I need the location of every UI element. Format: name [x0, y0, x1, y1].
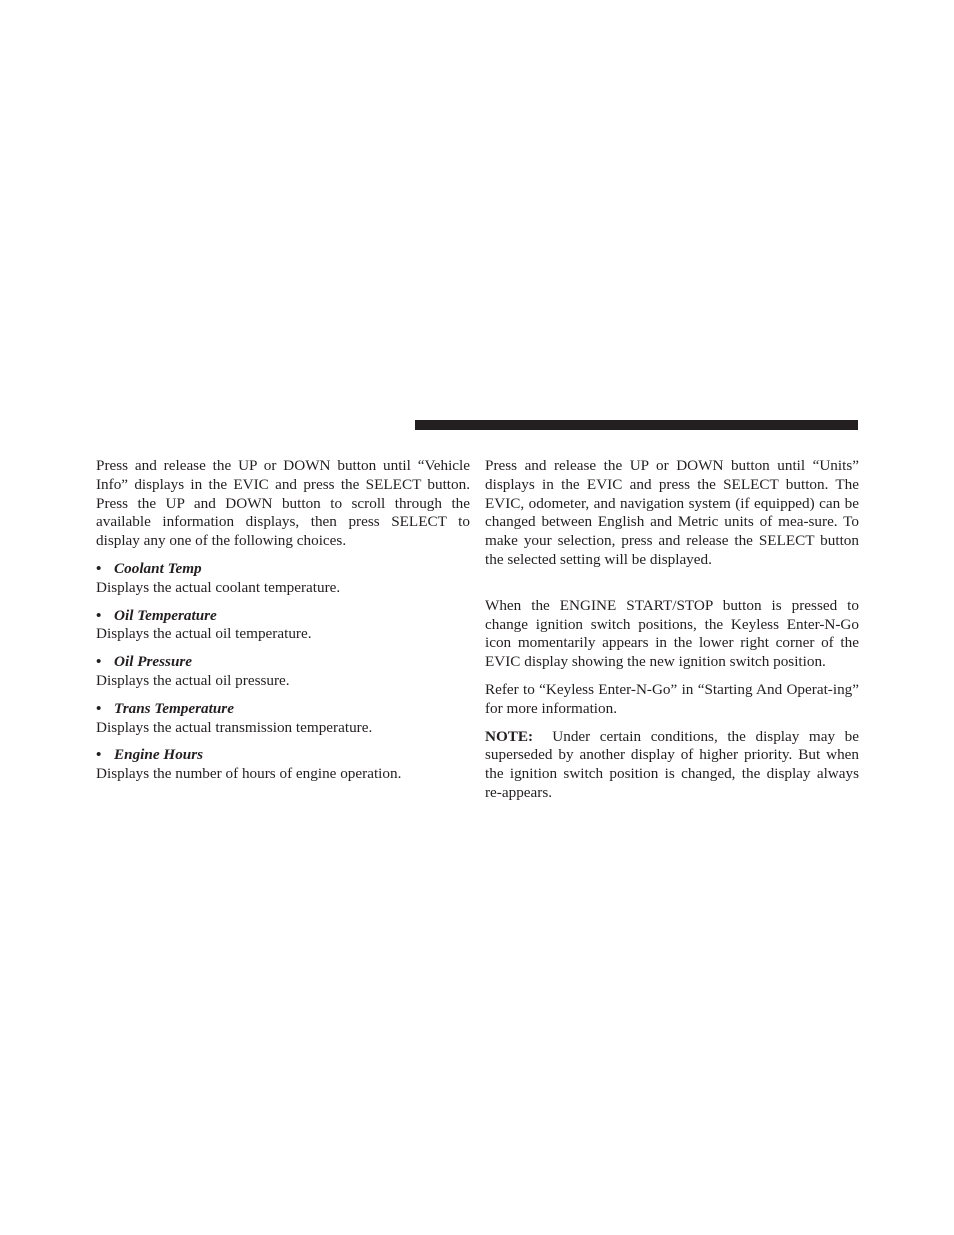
units-paragraph: Press and release the UP or DOWN button until “Units” displays in the EVIC and press the SELECT button. The EVIC, odometer, and navigation system (if equipped) can be changed between English and Metric units of mea-sure. To make your selection, press and release the SELECT button the selected setting will be displayed.	[485, 457, 859, 568]
item-title: Trans Temperature	[114, 699, 234, 717]
refer-paragraph: Refer to “Keyless Enter-N-Go” in “Starting And Operat-ing” for more information.	[485, 680, 859, 717]
item-description: Displays the actual oil temperature.	[96, 625, 312, 643]
item-description: Displays the actual transmission temperature.	[96, 718, 373, 736]
bullet-icon: •	[96, 559, 102, 577]
ignition-paragraph: When the ENGINE START/STOP button is pressed to change ignition switch positions, the Keyless Enter-N-Go icon momentarily appears in the lower right corner of the EVIC display showing the new ignition switch position.	[485, 596, 859, 671]
left-column	[96, 457, 470, 784]
list-item	[96, 746, 470, 784]
note-label: NOTE:	[485, 727, 534, 745]
bullet-icon: •	[96, 746, 102, 764]
list-item	[96, 700, 470, 738]
list-item	[96, 653, 470, 691]
note-paragraph	[485, 728, 859, 803]
section-header-bar	[415, 420, 858, 430]
note-text: Under certain conditions, the display may be superseded by another display of higher priority. But when the ignition switch position is changed, the display always re-appears.	[485, 727, 859, 801]
list-item	[96, 560, 470, 598]
item-title: Oil Pressure	[114, 653, 193, 671]
item-title: Coolant Temp	[114, 559, 202, 577]
bullet-icon: •	[96, 606, 102, 624]
item-title: Oil Temperature	[114, 606, 217, 624]
right-column	[485, 457, 859, 803]
list-item	[96, 607, 470, 645]
item-title: Engine Hours	[114, 746, 204, 764]
item-description: Displays the actual oil pressure.	[96, 671, 290, 689]
vehicle-info-intro: Press and release the UP or DOWN button until “Vehicle Info” displays in the EVIC and press the SELECT button. Press the UP and DOWN button to scroll through the available information displays, then press SELECT to display any one of the following choices.	[96, 457, 470, 550]
bullet-icon: •	[96, 653, 102, 671]
item-description: Displays the number of hours of engine operation.	[96, 765, 402, 783]
bullet-icon: •	[96, 699, 102, 717]
item-description: Displays the actual coolant temperature.	[96, 578, 341, 596]
